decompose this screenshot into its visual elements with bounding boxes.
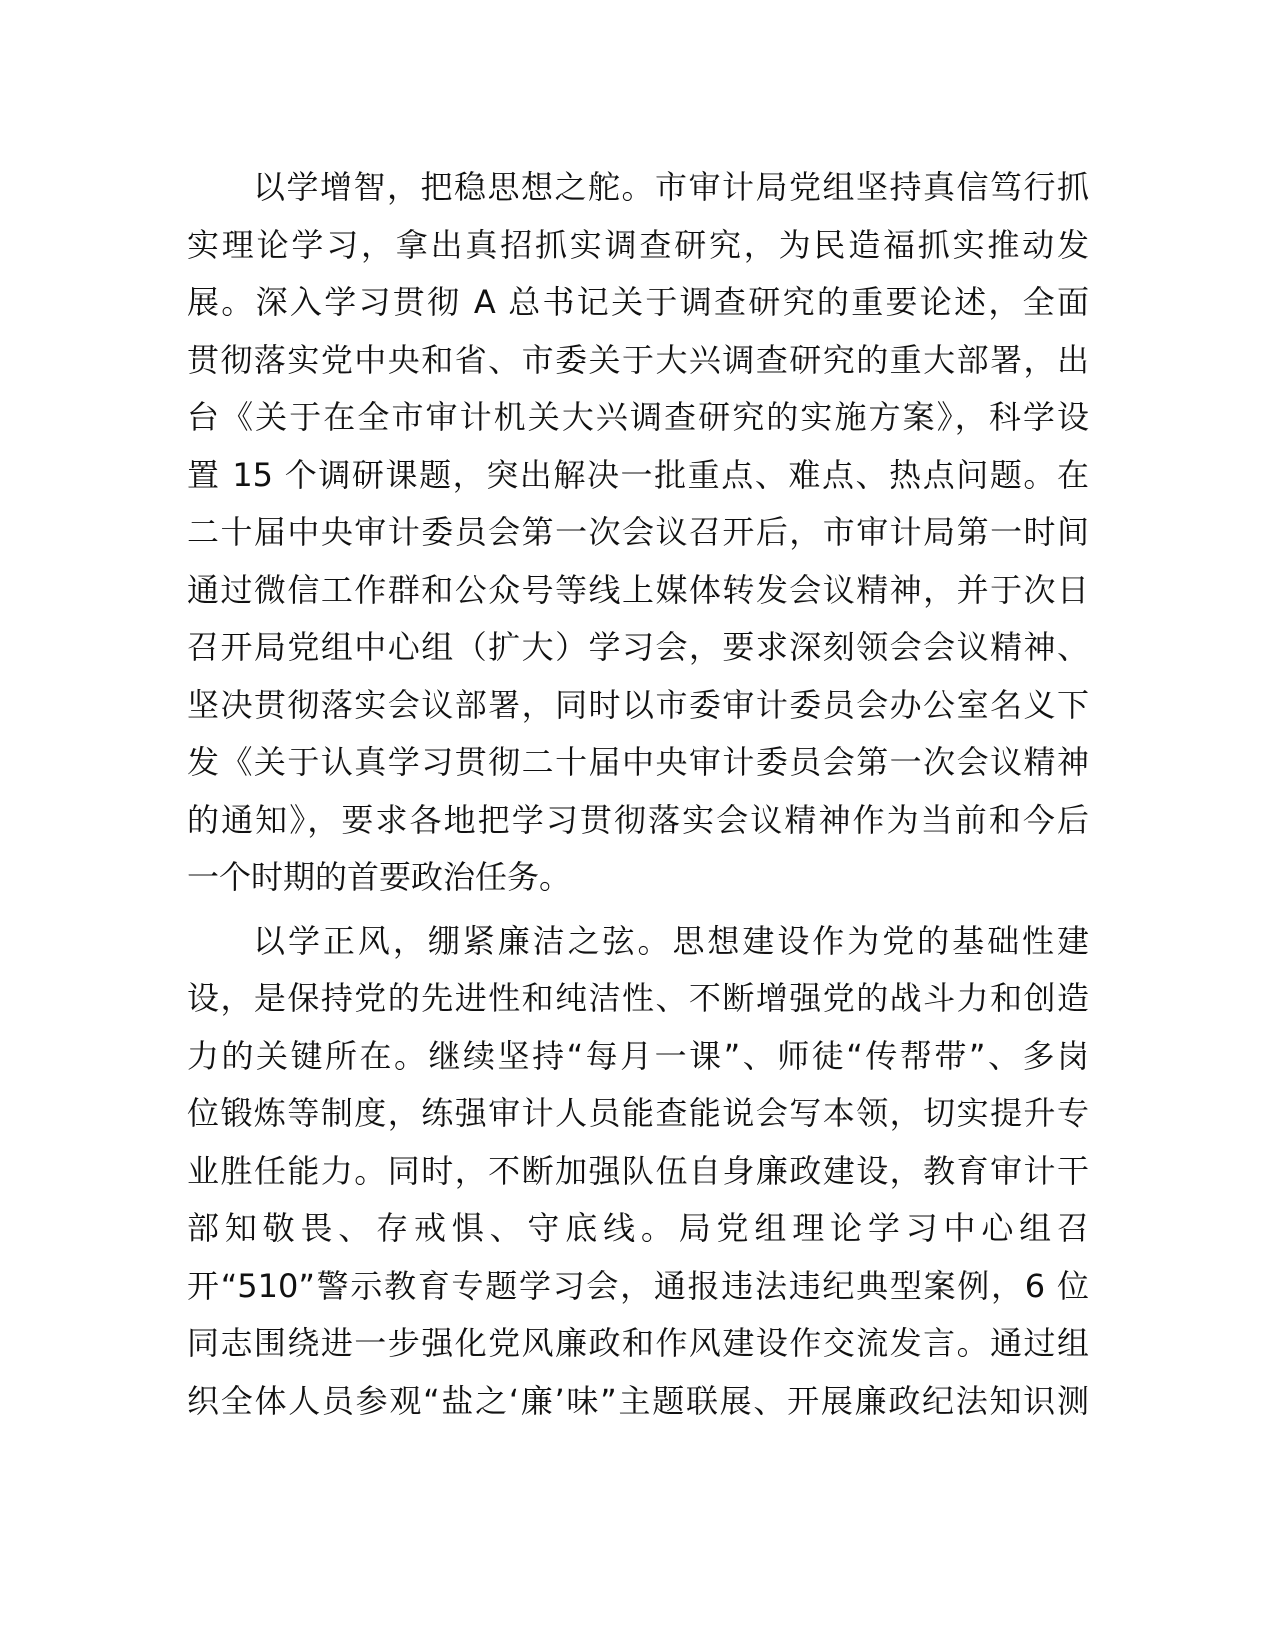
text-line: 以学增智，把稳思想之舵。市审计局党组坚持真信笃行抓 [253, 168, 1089, 206]
text-line: 以学正风，绷紧廉洁之弦。思想建设作为党的基础性建 [253, 921, 1089, 960]
text-line: 二十届中央审计委员会第一次会议召开后，市审计局第一时间 [187, 513, 1089, 551]
document-body [187, 159, 1089, 1430]
text-line: 贯彻落实党中央和省、市委关于大兴调查研究的重大部署，出 [187, 340, 1089, 379]
text-line: 发《关于认真学习贯彻二十届中央审计委员会第一次会议精神 [187, 743, 1089, 781]
text-line: 设，是保持党的先进性和纯洁性、不断增强党的战斗力和创造 [187, 979, 1089, 1017]
text-line: 一个时期的首要政治任务。 [187, 858, 572, 896]
text-line: 通过微信工作群和公众号等线上媒体转发会议精神，并于次日 [187, 570, 1089, 609]
text-line: 实理论学习，拿出真招抓实调查研究，为民造福抓实推动发 [187, 225, 1089, 264]
paragraph [187, 913, 1089, 1431]
text-line: 业胜任能力。同时，不断加强队伍自身廉政建设，教育审计干 [187, 1151, 1089, 1190]
text-line: 展。深入学习贯彻 A 总书记关于调查研究的重要论述，全面 [187, 283, 1089, 321]
text-line: 台《关于在全市审计机关大兴调查研究的实施方案》，科学设 [187, 398, 1089, 436]
paragraph [187, 159, 1089, 907]
text-line: 置 15 个调研课题，突出解决一批重点、难点、热点问题。在 [187, 455, 1089, 494]
text-line: 部知敬畏、存戒惧、守底线。局党组理论学习中心组召 [187, 1209, 1089, 1247]
text-line: 坚决贯彻落实会议部署，同时以市委审计委员会办公室名义下 [187, 685, 1089, 724]
text-line: 同志围绕进一步强化党风廉政和作风建设作交流发言。通过组 [187, 1324, 1089, 1362]
text-line: 召开局党组中心组（扩大）学习会，要求深刻领会会议精神、 [187, 628, 1089, 666]
text-line: 开“510”警示教育专题学习会，通报违法违纪典型案例，6 位 [187, 1266, 1089, 1305]
text-line: 织全体人员参观“盐之‘廉’味”主题联展、开展廉政纪法知识测 [187, 1381, 1089, 1420]
text-line: 位锻炼等制度，练强审计人员能查能说会写本领，切实提升专 [187, 1094, 1089, 1132]
text-line: 的通知》，要求各地把学习贯彻落实会议精神作为当前和今后 [187, 800, 1089, 839]
text-line: 力的关键所在。继续坚持“每月一课”、师徒“传帮带”、多岗 [187, 1036, 1089, 1075]
